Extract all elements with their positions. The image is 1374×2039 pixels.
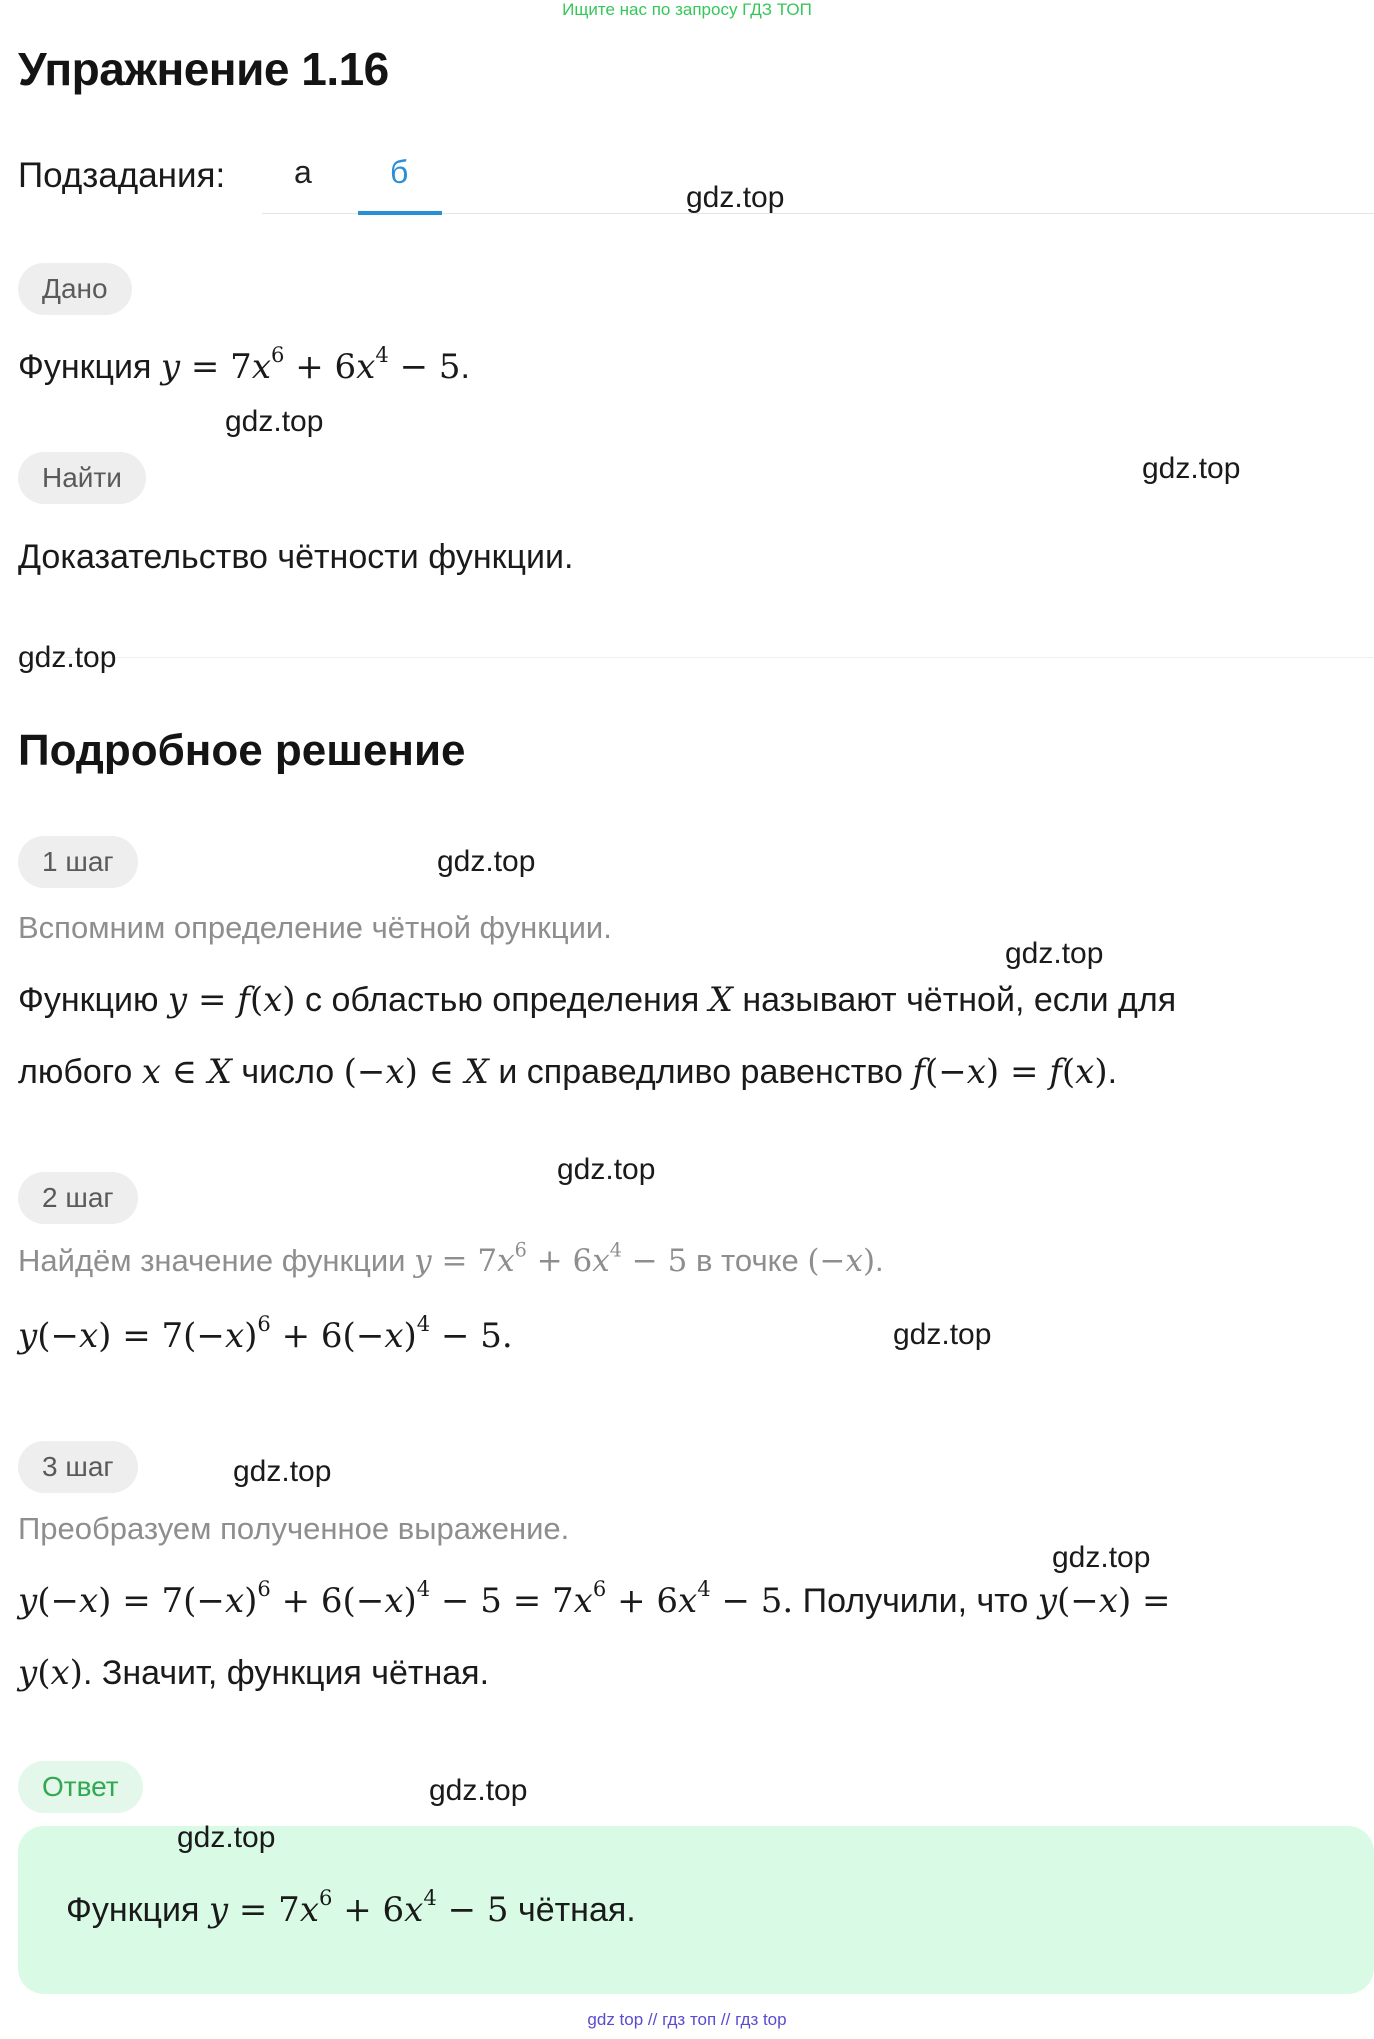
step-1-formula-e: f(−x) = f(x) [912, 1052, 1108, 1092]
step-1-text-a: Функцию [18, 981, 159, 1019]
step-3-pill: 3 шаг [18, 1441, 138, 1493]
watermark: gdz.top [225, 405, 324, 438]
step-1-line-2: любого x ∈ X число (−x) ∈ X и справедливо равенство f(−x) = f(x). [18, 1052, 1118, 1092]
step-2-hint-a: Найдём значение функции [18, 1243, 406, 1278]
step-3-text-a: Получили, что [802, 1582, 1029, 1620]
watermark: gdz.top [429, 1774, 528, 1807]
step-1-formula-a: y = f(x) [167, 980, 296, 1020]
active-tab-indicator [358, 211, 442, 215]
watermark: gdz.top [1142, 452, 1241, 485]
watermark: gdz.top [893, 1318, 992, 1351]
answer-pill: Ответ [18, 1761, 143, 1813]
answer-prefix: Функция [66, 1891, 200, 1929]
page-title: Упражнение 1.16 [18, 43, 389, 95]
step-3-hint: Преобразуем полученное выражение. [18, 1511, 570, 1546]
watermark: gdz.top [233, 1455, 332, 1488]
given-prefix: Функция [18, 348, 152, 386]
step-2-hint-formula: $y = 7x^6 + 6x^4 - 5$ [414, 1238, 688, 1279]
tab-subtask-b[interactable]: б [390, 154, 409, 190]
section-divider [18, 657, 1374, 658]
step-3-line-2: y(x). Значит, функция чётная. [18, 1653, 490, 1693]
step-3-formula-b: y(−x) = [1037, 1581, 1171, 1621]
step-1-hint: Вспомним определение чётной функции. [18, 910, 612, 945]
subtasks-label: Подзадания: [18, 156, 226, 195]
watermark: gdz.top [177, 1821, 276, 1854]
step-1-text-c: называют чётной, если для [742, 981, 1177, 1019]
step-1-formula-c: x ∈ X [141, 1052, 232, 1092]
step-1-formula-b: X [708, 980, 733, 1020]
step-2-hint: Найдём значение функции $y = 7x^6 + 6x^4 - 5$ в точке (−x). [18, 1238, 884, 1279]
step-2-formula: $y(-x) = 7(-x)^6 + 6(-x)^4 - 5$. [18, 1311, 513, 1356]
given-formula: $y = 7x^6 + 6x^4 - 5$ [160, 342, 461, 387]
watermark: gdz.top [557, 1153, 656, 1186]
step-1-text-d: любого [18, 1053, 133, 1091]
answer-formula: $y = 7x^6 + 6x^4 - 5$ [208, 1885, 509, 1930]
step-1-formula-d: (−x) ∈ X [343, 1052, 489, 1092]
solution-title: Подробное решение [18, 726, 466, 775]
answer-text [66, 1885, 636, 1930]
watermark: gdz.top [437, 845, 536, 878]
watermark: gdz.top [18, 641, 117, 674]
tab-subtask-a[interactable]: а [294, 154, 312, 190]
find-pill: Найти [18, 452, 146, 504]
step-3-text-b: Значит, функция чётная. [101, 1654, 490, 1692]
step-1-line-1 [18, 980, 1176, 1020]
watermark: gdz.top [1052, 1541, 1151, 1574]
step-1-text-f: и справедливо равенство [498, 1053, 903, 1091]
step-3-formula-a: $y(-x) = 7(-x)^6 + 6(-x)^4 - 5 = 7x^6 + 6x^4 - 5$. [18, 1576, 794, 1621]
watermark: gdz.top [686, 181, 785, 214]
find-text: Доказательство чётности функции. [18, 538, 574, 576]
top-banner[interactable]: Ищите нас по запросу ГДЗ ТОП [562, 0, 812, 19]
step-3-line-1 [18, 1576, 1171, 1621]
step-1-text-e: число [241, 1053, 335, 1091]
step-2-hint-point: (−x) [807, 1243, 876, 1279]
step-1-text-b: с областью определения [305, 981, 700, 1019]
watermark: gdz.top [1005, 937, 1104, 970]
given-statement [18, 342, 470, 387]
footer-links[interactable]: gdz top // гдз топ // гдз top [587, 2010, 787, 2029]
answer-suffix: чётная. [517, 1891, 636, 1929]
step-1-pill: 1 шаг [18, 836, 138, 888]
step-2-hint-b: в точке [695, 1243, 799, 1278]
step-3-formula-c: y(x) [18, 1653, 83, 1693]
step-2-pill: 2 шаг [18, 1172, 138, 1224]
given-suffix: . [460, 348, 470, 386]
given-pill: Дано [18, 263, 132, 315]
